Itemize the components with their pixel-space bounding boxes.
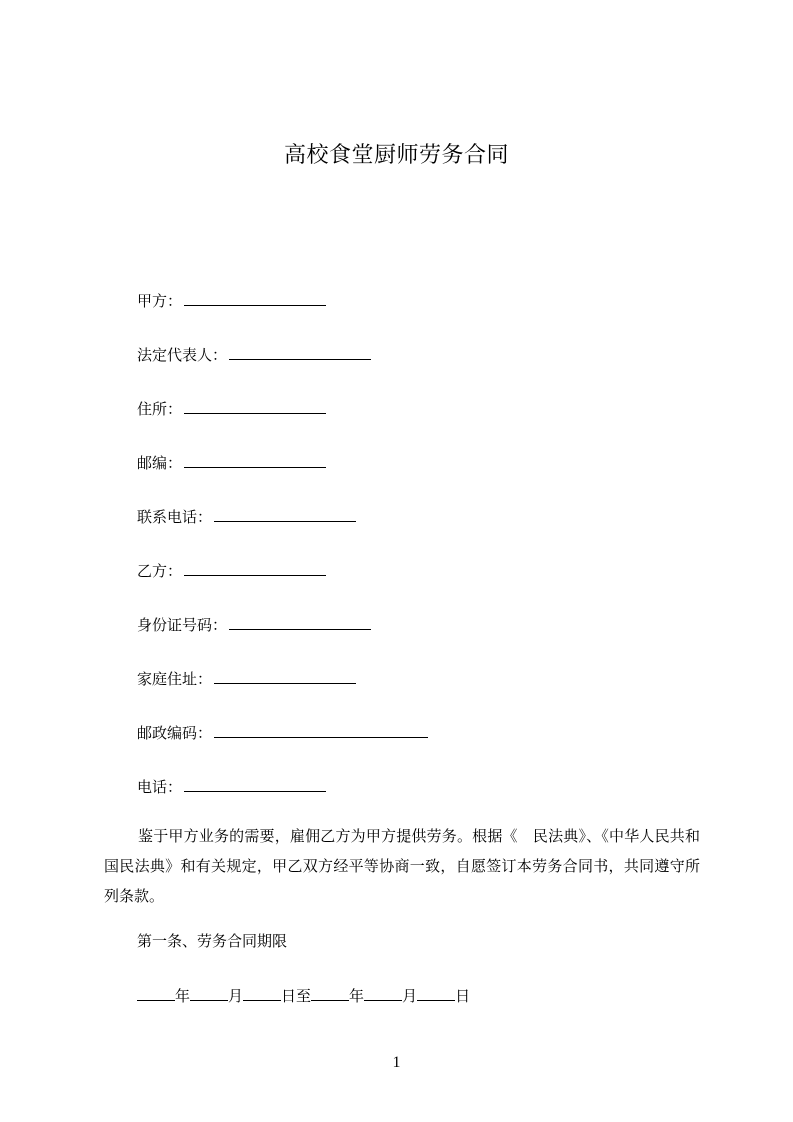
blank-line bbox=[229, 344, 371, 360]
id-number-field bbox=[137, 614, 371, 636]
field-label: 电话： bbox=[137, 778, 183, 796]
blank-line bbox=[184, 560, 326, 576]
home-address-field bbox=[137, 668, 356, 690]
period-unit: 年 bbox=[175, 987, 191, 1005]
field-label: 联系电话： bbox=[137, 508, 213, 526]
party-a-field bbox=[137, 290, 326, 312]
blank-line bbox=[311, 985, 349, 1001]
blank-line bbox=[214, 506, 356, 522]
blank-line bbox=[184, 452, 326, 468]
blank-line bbox=[243, 985, 281, 1001]
field-label: 身份证号码： bbox=[137, 616, 228, 634]
blank-line bbox=[184, 290, 326, 306]
field-label: 住所： bbox=[137, 400, 183, 418]
field-label: 邮政编码： bbox=[137, 724, 213, 742]
period-unit: 年 bbox=[349, 987, 365, 1005]
party-b-field bbox=[137, 560, 326, 582]
blank-line bbox=[137, 985, 175, 1001]
field-label: 家庭住址： bbox=[137, 670, 213, 688]
period-unit: 日 bbox=[455, 987, 471, 1005]
address-field bbox=[137, 398, 326, 420]
blank-line bbox=[190, 985, 228, 1001]
article-1-heading: 第一条、劳务合同期限 bbox=[137, 932, 288, 950]
contract-period-line bbox=[137, 985, 470, 1007]
blank-line bbox=[229, 614, 371, 630]
blank-line bbox=[184, 776, 326, 792]
blank-line bbox=[214, 722, 428, 738]
page-title: 高校食堂厨师劳务合同 bbox=[283, 143, 509, 168]
postal-code-field bbox=[137, 722, 428, 744]
period-unit: 月 bbox=[228, 987, 244, 1005]
blank-line bbox=[417, 985, 455, 1001]
field-label: 邮编： bbox=[137, 454, 183, 472]
contact-phone-field bbox=[137, 506, 356, 528]
postcode-field bbox=[137, 452, 326, 474]
field-label: 法定代表人： bbox=[137, 346, 228, 364]
phone-field bbox=[137, 776, 326, 798]
blank-line bbox=[214, 668, 356, 684]
period-unit: 日至 bbox=[281, 987, 312, 1005]
field-label: 乙方： bbox=[137, 562, 183, 580]
legal-representative-field bbox=[137, 344, 371, 366]
period-unit: 月 bbox=[402, 987, 418, 1005]
blank-line bbox=[364, 985, 402, 1001]
intro-paragraph: 鉴于甲方业务的需要，雇佣乙方为甲方提供劳务。根据《 民法典》、《中华人民共和国民法典》和有关规定，甲乙双方经平等协商一致，自愿签订本劳务合同书，共同遵守所列条款。 bbox=[104, 827, 700, 905]
field-label: 甲方： bbox=[137, 292, 183, 310]
blank-line bbox=[184, 398, 326, 414]
page-number: 1 bbox=[392, 1054, 401, 1071]
